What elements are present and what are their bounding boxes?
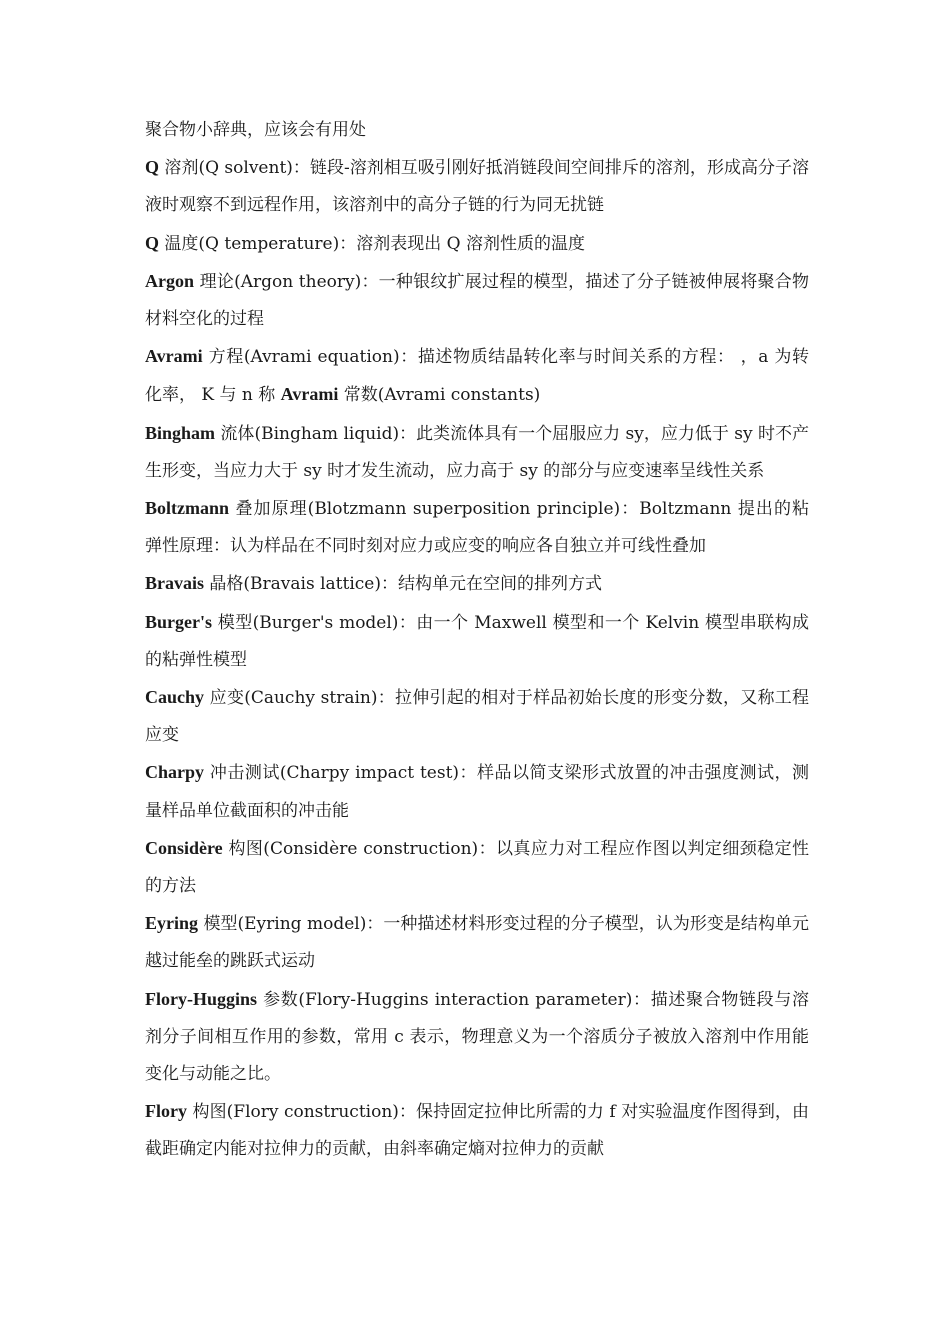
entry-term: Flory-Huggins	[145, 988, 258, 1009]
entry-definition: 叠加原理(Blotzmann superposition principle)：Boltzmann 提出的粘弹性原理：认为样品在不同时刻对应力或应变的响应各自独立并可线性叠加	[145, 499, 809, 557]
glossary-entry	[145, 679, 809, 754]
entry-term: Flory	[145, 1101, 187, 1122]
document-page	[145, 112, 809, 1169]
glossary-entry	[145, 1093, 809, 1168]
entry-definition: 模型(Eyring model)：一种描述材料形变过程的分子模型，认为形变是结构单元越过能垒的跳跃式运动	[145, 914, 809, 972]
entry-term: Charpy	[145, 762, 205, 783]
glossary-entry	[145, 830, 809, 905]
entry-term: Q	[145, 157, 160, 178]
entry-term: Avrami	[145, 346, 203, 367]
entry-definition: 构图(Considère construction)：以真应力对工程应作图以判定细颈稳定性的方法	[145, 838, 809, 897]
entry-definition: 方程(Avrami equation)：描述物质结晶转化率与时间关系的方程： ，a 为转化率， K 与 n 称	[145, 347, 809, 406]
intro-line: 聚合物小辞典，应该会有用处	[145, 120, 366, 140]
glossary-entry	[145, 149, 809, 224]
entry-definition: 晶格(Bravais lattice)：结构单元在空间的排列方式	[204, 574, 602, 595]
entry-definition: 构图(Flory construction)：保持固定拉伸比所需的力 f 对实验温度作图得到，由截距确定内能对拉伸力的贡献，由斜率确定熵对拉伸力的贡献	[145, 1102, 809, 1160]
entry-term: Bravais	[145, 573, 205, 594]
entry-term: Considère	[145, 837, 223, 858]
entry-term-secondary: Avrami	[280, 384, 339, 405]
glossary-entry	[145, 905, 809, 980]
entry-definition: 参数(Flory-Huggins interaction parameter)：描述聚合物链段与溶剂分子间相互作用的参数，常用 c 表示，物理意义为一个溶质分子被放入溶剂中作用能变化与动能之比。	[145, 989, 809, 1085]
glossary-entry	[145, 565, 809, 603]
entry-definition: 流体(Bingham liquid)：此类流体具有一个屈服应力 sy，应力低于 sy 时不产生形变，当应力大于 sy 时才发生流动，应力高于 sy 的部分与应变速率呈线性关系	[145, 423, 809, 481]
glossary-entry	[145, 338, 809, 414]
entry-definition: 应变(Cauchy strain)：拉伸引起的相对于样品初始长度的形变分数，又称工程应变	[145, 688, 809, 746]
entry-definition: 模型(Burger's model)：由一个 Maxwell 模型和一个 Kelvin 模型串联构成的粘弹性模型	[145, 612, 809, 670]
glossary-entry	[145, 490, 809, 565]
entry-definition-secondary: 常数(Avrami constants)	[338, 385, 541, 406]
entry-term: Q	[145, 232, 160, 253]
glossary-entry	[145, 225, 809, 263]
entry-term: Burger's	[145, 611, 212, 632]
entry-term: Cauchy	[145, 687, 205, 708]
entry-definition: 理论(Argon theory)：一种银纹扩展过程的模型，描述了分子链被伸展将聚合物材料空化的过程	[145, 271, 809, 330]
entry-term: Boltzmann	[145, 498, 230, 519]
glossary-entry	[145, 415, 809, 490]
entry-definition: 冲击测试(Charpy impact test)：样品以简支梁形式放置的冲击强度测试，测量样品单位截面积的冲击能	[145, 763, 809, 821]
entry-term: Argon	[145, 270, 194, 291]
entry-term: Eyring	[145, 913, 199, 934]
glossary-entry	[145, 604, 809, 679]
glossary-entry	[145, 981, 809, 1094]
glossary-entry	[145, 754, 809, 829]
glossary-entry	[145, 263, 809, 338]
entry-term: Bingham	[145, 422, 216, 443]
entry-definition: 溶剂(Q solvent)：链段-溶剂相互吸引刚好抵消链段间空间排斥的溶剂，形成高分子溶液时观察不到远程作用，该溶剂中的高分子链的行为同无扰链	[145, 158, 809, 216]
entry-definition: 温度(Q temperature)：溶剂表现出 Q 溶剂性质的温度	[159, 233, 585, 254]
